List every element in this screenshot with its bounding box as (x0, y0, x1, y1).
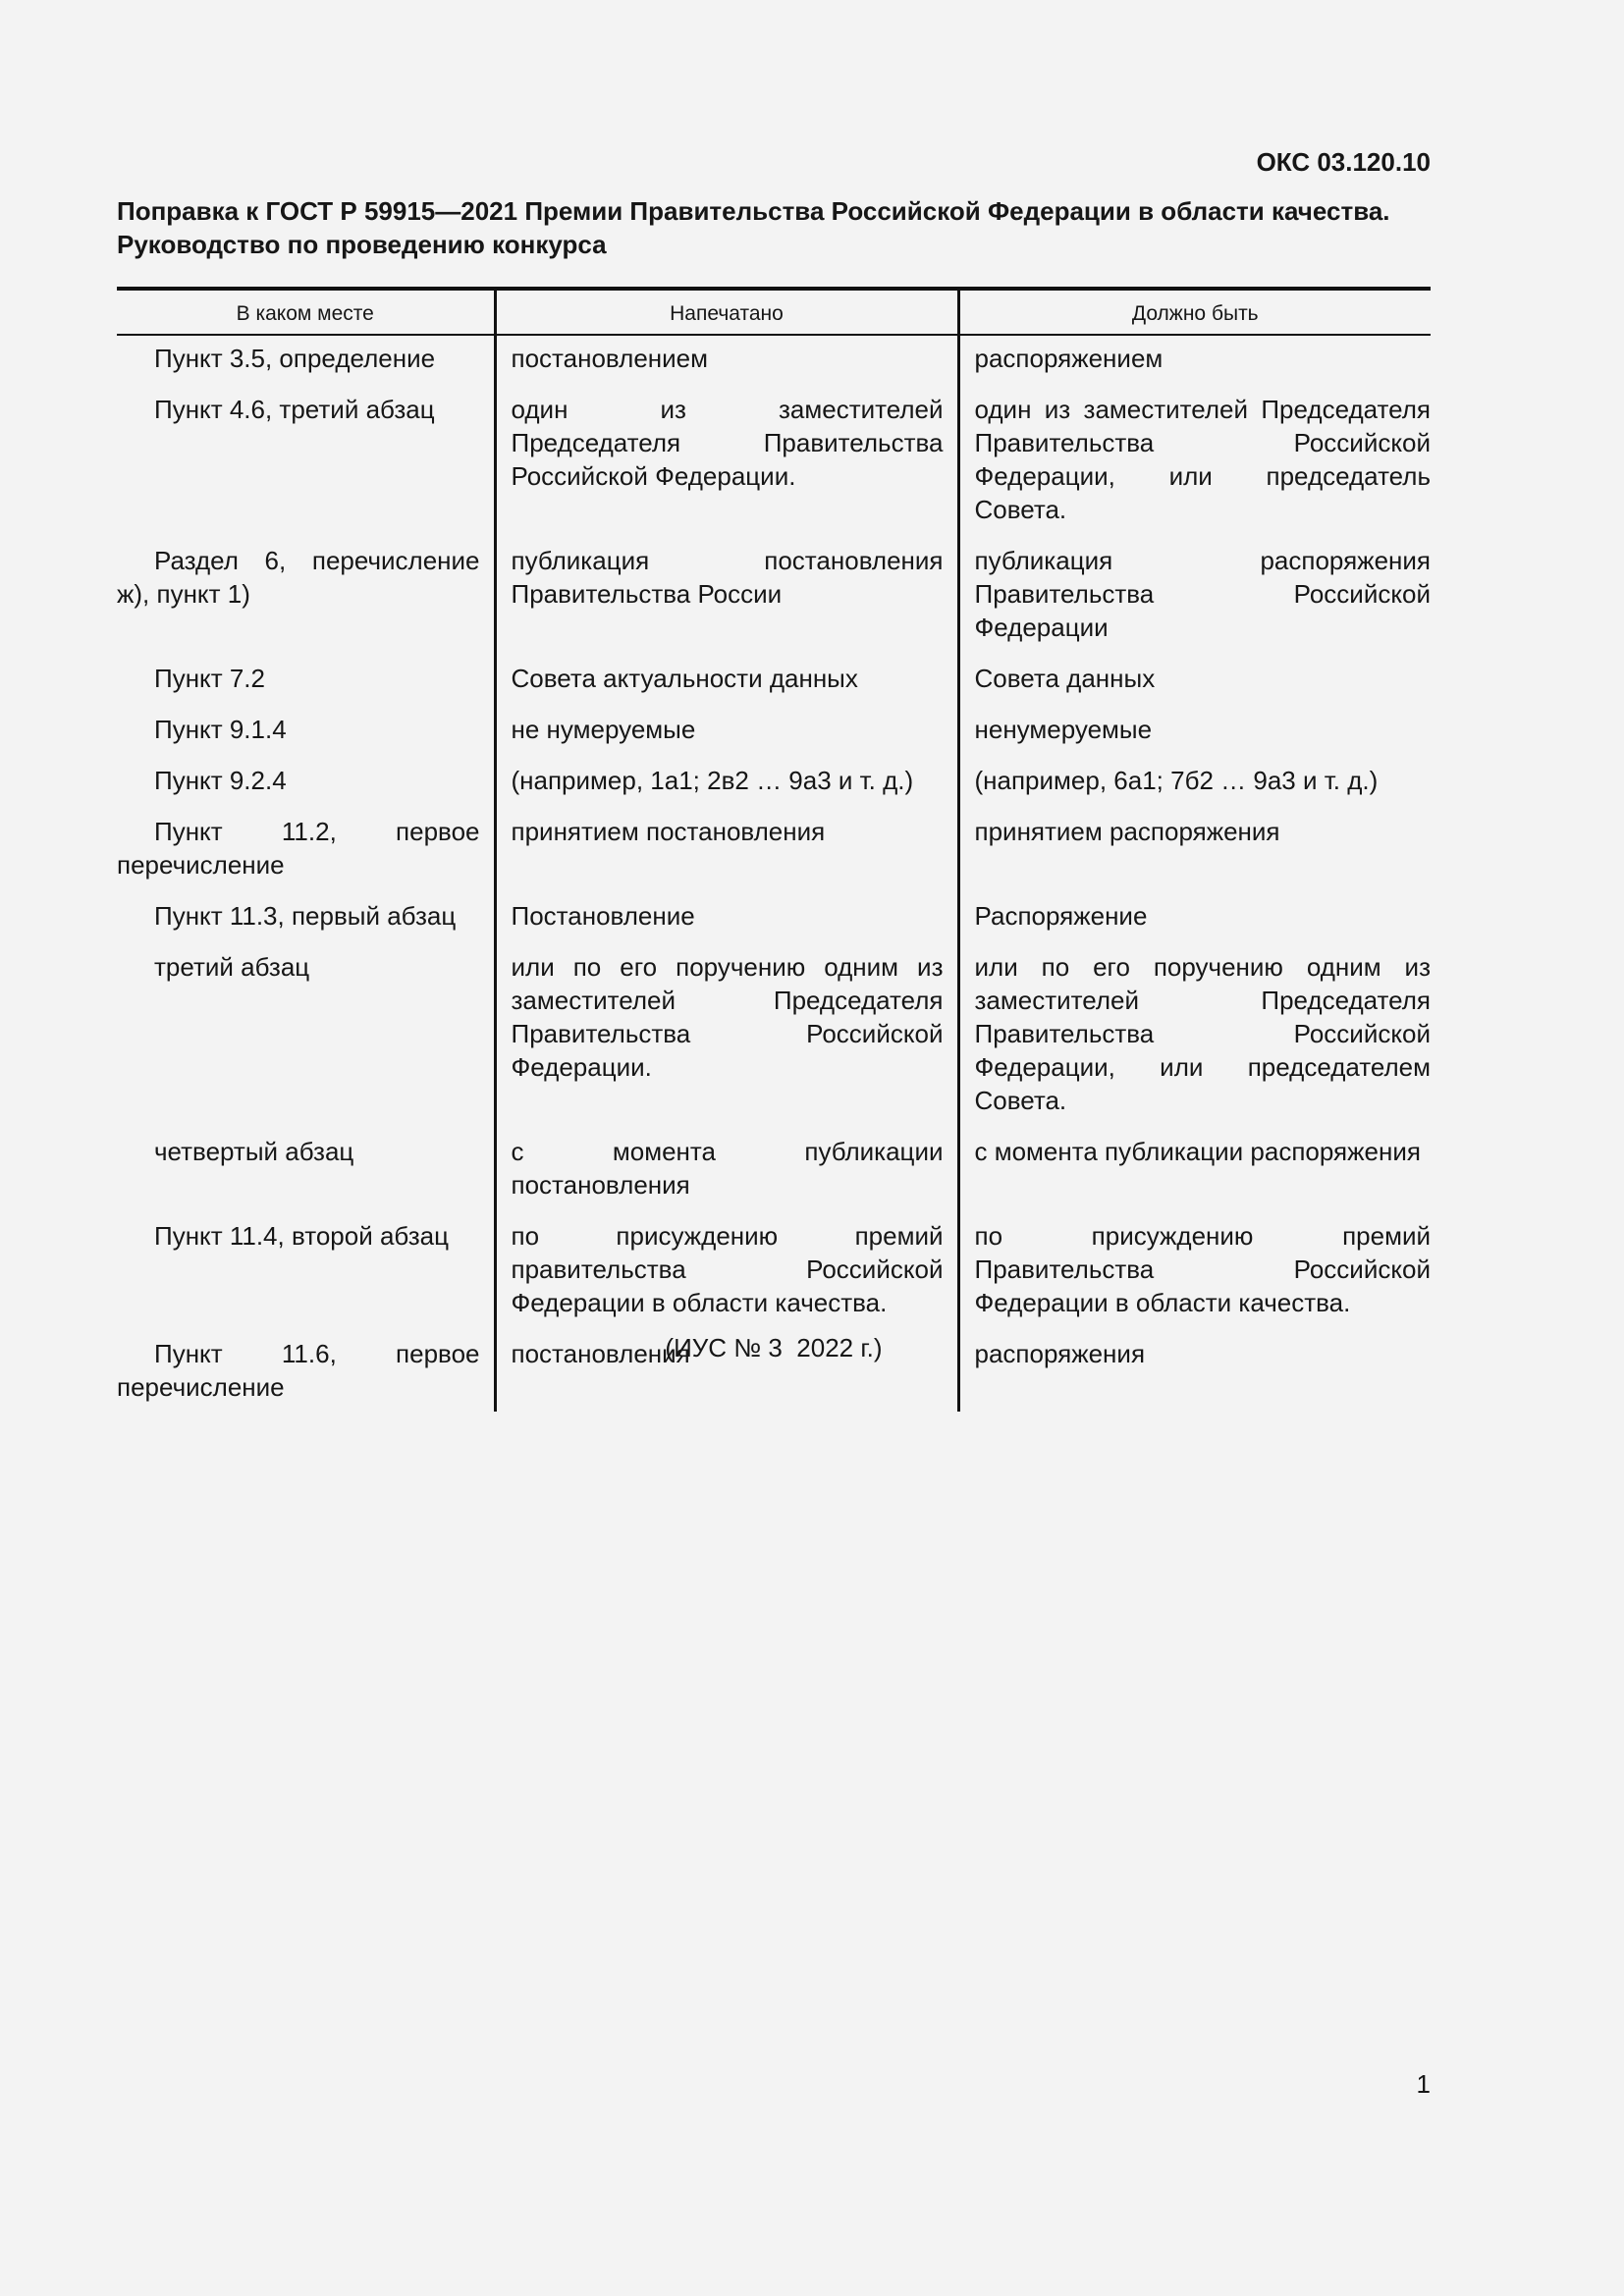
cell-where: четвертый абзац (154, 1137, 354, 1166)
cell-where: Пункт 9.2.4 (154, 766, 287, 795)
table-row (117, 1135, 1431, 1219)
cell-should-be: публикация распоряжения Правительства Российской Федерации (958, 544, 1431, 662)
table-row (117, 393, 1431, 544)
cell-should-be: или по его поручению одним из заместителей Председателя Правительства Российской Федерации, или председателем Совета. (958, 950, 1431, 1135)
cell-where: третий абзац (154, 952, 310, 982)
cell-should-be: Распоряжение (958, 899, 1431, 950)
amendment-table (117, 287, 1431, 1412)
cell-should-be: Совета данных (958, 662, 1431, 713)
cell-where: Пункт 11.6, первое перечисление (117, 1339, 480, 1402)
cell-should-be: распоряжения (958, 1337, 1431, 1412)
cell-should-be: один из заместителей Председателя Правительства Российской Федерации, или председатель Совета. (958, 393, 1431, 544)
cell-should-be: с момента публикации распоряжения (958, 1135, 1431, 1219)
table-row (117, 950, 1431, 1135)
cell-printed: по присуждению премий правительства Российской Федерации в области качества. (495, 1219, 958, 1337)
cell-printed: или по его поручению одним из заместителей Председателя Правительства Российской Федерации. (495, 950, 958, 1135)
table-row (117, 335, 1431, 393)
cell-printed: Постановление (495, 899, 958, 950)
table-row (117, 662, 1431, 713)
cell-printed: публикация постановления Правительства России (495, 544, 958, 662)
cell-should-be: (например, 6а1; 7б2 … 9а3 и т. д.) (958, 764, 1431, 815)
cell-printed: постановления (495, 1337, 958, 1412)
cell-should-be: распоряжением (958, 335, 1431, 393)
cell-where: Пункт 4.6, третий абзац (154, 395, 435, 424)
cell-where: Пункт 11.2, первое перечисление (117, 817, 480, 880)
table-row (117, 544, 1431, 662)
oks-code: ОКС 03.120.10 (1256, 147, 1431, 177)
column-header-where: В каком месте (117, 289, 495, 335)
table-row (117, 899, 1431, 950)
cell-where: Пункт 3.5, определение (154, 344, 436, 373)
cell-where: Пункт 11.3, первый абзац (154, 901, 457, 931)
table-row (117, 815, 1431, 899)
cell-where: Пункт 9.1.4 (154, 715, 287, 744)
cell-printed: постановлением (495, 335, 958, 393)
column-header-should-be: Должно быть (958, 289, 1431, 335)
cell-printed: не нумеруемые (495, 713, 958, 764)
cell-where: Раздел 6, перечисление ж), пункт 1) (117, 546, 480, 609)
column-header-printed: Напечатано (495, 289, 958, 335)
cell-printed: с момента публикации постановления (495, 1135, 958, 1219)
document-title: Поправка к ГОСТ Р 59915—2021 Премии Правительства Российской Федерации в области качества. Руководство по проведению конкурса (117, 196, 1390, 259)
page-number: 1 (1416, 2069, 1431, 2099)
table-row (117, 1219, 1431, 1337)
cell-printed: (например, 1а1; 2в2 … 9а3 и т. д.) (495, 764, 958, 815)
table-header-row (117, 289, 1431, 335)
cell-printed: один из заместителей Председателя Правительства Российской Федерации. (495, 393, 958, 544)
cell-where: Пункт 7.2 (154, 664, 265, 693)
cell-printed: принятием постановления (495, 815, 958, 899)
table-row (117, 713, 1431, 764)
cell-printed: Совета актуальности данных (495, 662, 958, 713)
cell-where: Пункт 11.4, второй абзац (154, 1221, 450, 1251)
ius-reference: (ИУС № 3 2022 г.) (665, 1333, 883, 1362)
cell-should-be: ненумеруемые (958, 713, 1431, 764)
cell-should-be: по присуждению премий Правительства Российской Федерации в области качества. (958, 1219, 1431, 1337)
table-row (117, 764, 1431, 815)
cell-should-be: принятием распоряжения (958, 815, 1431, 899)
